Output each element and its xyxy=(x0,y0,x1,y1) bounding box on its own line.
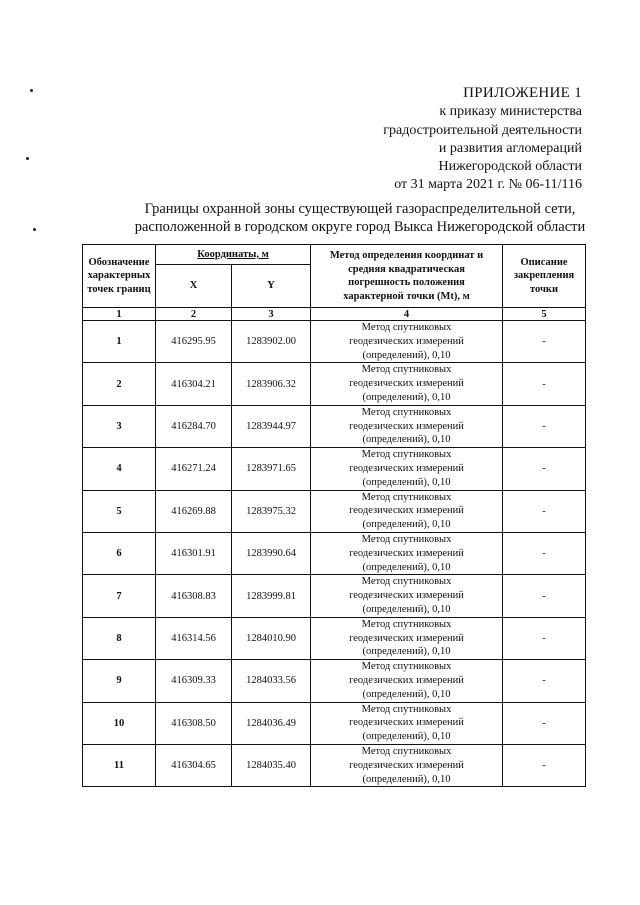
col-coords-header: Координаты, м xyxy=(156,245,311,265)
method-line: геодезических измерений xyxy=(349,505,464,517)
point-number: 2 xyxy=(83,363,156,405)
table-row xyxy=(83,660,586,702)
method-line: (определений), 0,10 xyxy=(362,646,451,658)
fixing-description: - xyxy=(503,363,586,405)
method-line: Метод спутниковых xyxy=(361,364,452,376)
method-cell xyxy=(311,702,503,744)
title-line: расположенной в городском округе город Выкса Нижегородской области xyxy=(134,219,586,235)
table-row xyxy=(83,405,586,447)
fixing-description: - xyxy=(503,617,586,659)
method-line: Метод спутниковых xyxy=(361,661,452,673)
coord-y: 1284036.49 xyxy=(232,702,311,744)
point-number: 3 xyxy=(83,405,156,447)
point-number: 9 xyxy=(83,660,156,702)
region-line: Нижегородской области xyxy=(438,159,582,175)
coord-x: 416309.33 xyxy=(156,660,232,702)
method-line: Метод спутниковых xyxy=(361,576,452,588)
method-line: Метод спутниковых xyxy=(361,703,452,715)
coord-x: 416308.83 xyxy=(156,575,232,617)
method-cell xyxy=(311,321,503,363)
method-line: Метод спутниковых xyxy=(361,533,452,545)
point-number: 1 xyxy=(83,321,156,363)
method-line: (определений), 0,10 xyxy=(362,349,451,361)
method-line: (определений), 0,10 xyxy=(362,731,451,743)
point-number: 7 xyxy=(83,575,156,617)
fixing-description: - xyxy=(503,490,586,532)
table-row xyxy=(83,617,586,659)
scan-speck xyxy=(30,89,33,92)
table-row xyxy=(83,702,586,744)
fixing-description: - xyxy=(503,660,586,702)
coord-y: 1283975.32 xyxy=(232,490,311,532)
method-line: (определений), 0,10 xyxy=(362,773,451,785)
table-row xyxy=(83,490,586,532)
coord-x: 416304.65 xyxy=(156,744,232,786)
order-date: от 31 марта 2021 г. № 06-11/116 xyxy=(394,177,582,193)
coord-x: 416314.56 xyxy=(156,617,232,659)
scan-speck xyxy=(26,157,29,160)
method-line: Метод спутниковых xyxy=(361,745,452,757)
document-title xyxy=(80,200,640,236)
fixing-description: - xyxy=(503,405,586,447)
point-number: 11 xyxy=(83,744,156,786)
method-line: геодезических измерений xyxy=(349,590,464,602)
coord-y: 1284035.40 xyxy=(232,744,311,786)
method-cell xyxy=(311,448,503,490)
coord-x: 416271.24 xyxy=(156,448,232,490)
fixing-description: - xyxy=(503,448,586,490)
method-line: геодезических измерений xyxy=(349,717,464,729)
method-line: Метод спутниковых xyxy=(361,491,452,503)
method-cell xyxy=(311,744,503,786)
coord-x: 416304.21 xyxy=(156,363,232,405)
point-number: 8 xyxy=(83,617,156,659)
coord-x: 416308.50 xyxy=(156,702,232,744)
column-index: 2 xyxy=(156,308,232,321)
col-desc-header: Описание закрепления точки xyxy=(503,245,586,308)
coord-y: 1283944.97 xyxy=(232,405,311,447)
coord-x: 416284.70 xyxy=(156,405,232,447)
method-line: (определений), 0,10 xyxy=(362,561,451,573)
coord-x: 416295.95 xyxy=(156,321,232,363)
method-cell xyxy=(311,532,503,574)
point-number: 4 xyxy=(83,448,156,490)
appendix-label: ПРИЛОЖЕНИЕ 1 xyxy=(463,85,582,101)
fixing-description: - xyxy=(503,702,586,744)
ministry-line: и развития агломераций xyxy=(438,140,582,156)
appendix-header xyxy=(383,84,582,195)
method-line: геодезических измерений xyxy=(349,632,464,644)
fixing-description: - xyxy=(503,575,586,617)
col-y-header: Y xyxy=(232,265,311,308)
method-cell xyxy=(311,405,503,447)
coord-x: 416269.88 xyxy=(156,490,232,532)
method-line: (определений), 0,10 xyxy=(362,434,451,446)
method-line: геодезических измерений xyxy=(349,462,464,474)
method-line: (определений), 0,10 xyxy=(362,603,451,615)
table-row xyxy=(83,448,586,490)
table-row xyxy=(83,532,586,574)
method-line: геодезических измерений xyxy=(349,335,464,347)
method-line: (определений), 0,10 xyxy=(362,476,451,488)
column-index: 5 xyxy=(503,308,586,321)
method-line: (определений), 0,10 xyxy=(362,688,451,700)
method-cell xyxy=(311,660,503,702)
method-line: Метод спутниковых xyxy=(361,449,452,461)
coord-y: 1283999.81 xyxy=(232,575,311,617)
method-cell xyxy=(311,617,503,659)
method-line: геодезических измерений xyxy=(349,674,464,686)
fixing-description: - xyxy=(503,321,586,363)
column-index: 4 xyxy=(311,308,503,321)
table-row xyxy=(83,321,586,363)
coord-y: 1283990.64 xyxy=(232,532,311,574)
col-x-header: X xyxy=(156,265,232,308)
method-line: (определений), 0,10 xyxy=(362,391,451,403)
coord-y: 1284010.90 xyxy=(232,617,311,659)
order-ref: к приказу министерства xyxy=(439,104,582,120)
method-line: Метод спутниковых xyxy=(361,322,452,333)
table-row xyxy=(83,744,586,786)
method-line: геодезических измерений xyxy=(349,759,464,771)
method-cell xyxy=(311,363,503,405)
fixing-description: - xyxy=(503,532,586,574)
coordinates-table xyxy=(82,244,586,787)
method-line: (определений), 0,10 xyxy=(362,519,451,531)
coord-y: 1283902.00 xyxy=(232,321,311,363)
method-cell xyxy=(311,490,503,532)
point-number: 10 xyxy=(83,702,156,744)
ministry-line: градостроительной деятельности xyxy=(383,122,582,138)
method-line: геодезических измерений xyxy=(349,547,464,559)
method-line: Метод спутниковых xyxy=(361,618,452,630)
point-number: 6 xyxy=(83,532,156,574)
method-line: геодезических измерений xyxy=(349,378,464,390)
table-row xyxy=(83,363,586,405)
method-line: Метод спутниковых xyxy=(361,406,452,418)
method-cell xyxy=(311,575,503,617)
column-index-row xyxy=(83,308,586,321)
table-row xyxy=(83,575,586,617)
coord-y: 1283971.65 xyxy=(232,448,311,490)
column-index: 3 xyxy=(232,308,311,321)
fixing-description: - xyxy=(503,744,586,786)
coord-y: 1283906.32 xyxy=(232,363,311,405)
coord-x: 416301.91 xyxy=(156,532,232,574)
title-line: Границы охранной зоны существующей газораспределительной сети, xyxy=(144,201,576,217)
point-number: 5 xyxy=(83,490,156,532)
method-line: геодезических измерений xyxy=(349,420,464,432)
scan-speck xyxy=(33,228,36,231)
coord-y: 1284033.56 xyxy=(232,660,311,702)
col-method-header: Метод определения координат и средняя квадратическая погрешность положения характерной точки (Mt), м xyxy=(311,245,503,308)
column-index: 1 xyxy=(83,308,156,321)
col-designation-header: Обозначение характерных точек границ xyxy=(83,245,156,308)
table-body xyxy=(83,321,586,787)
